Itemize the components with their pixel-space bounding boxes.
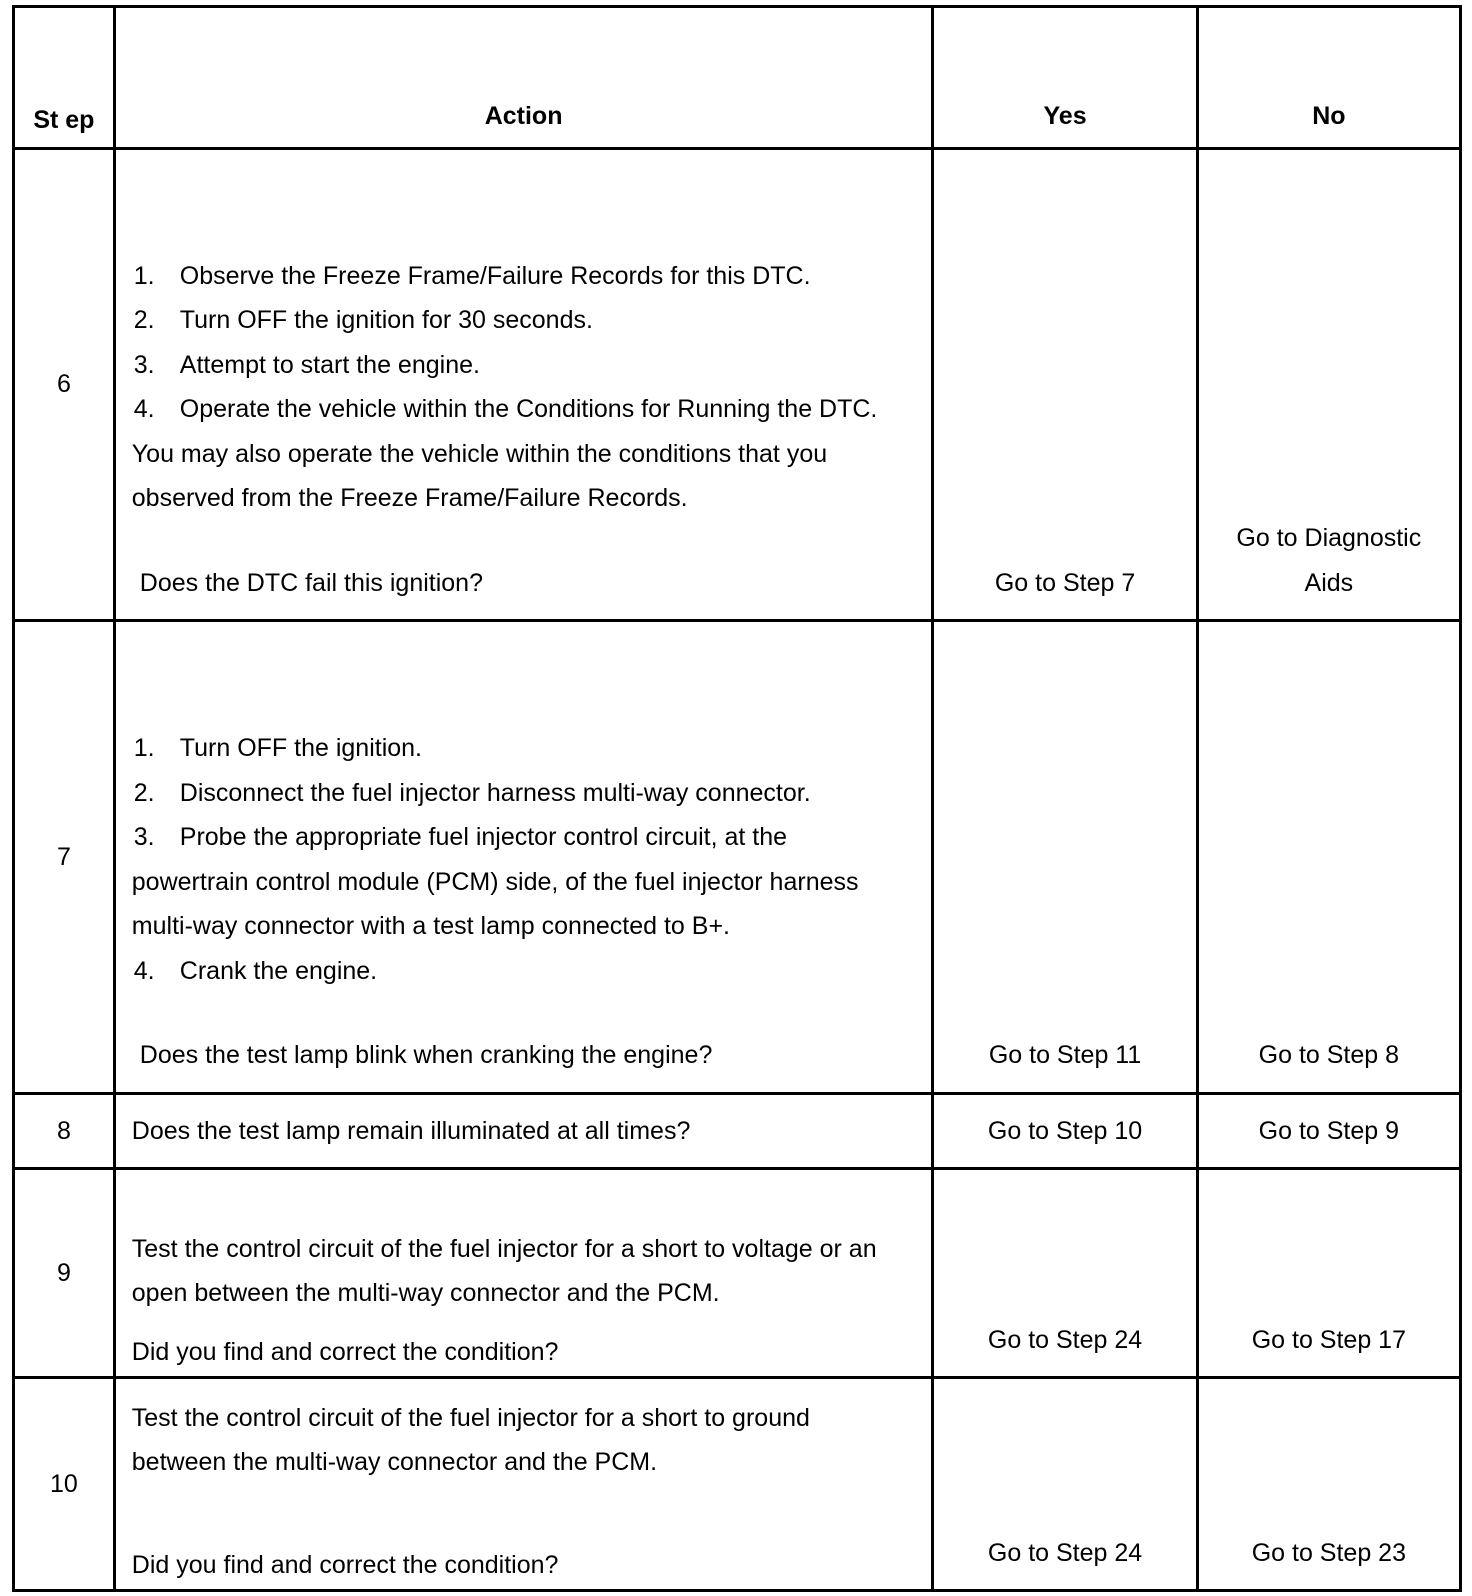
question-text: Did you find and correct the condition? (131, 1337, 559, 1366)
list-item: 1. Observe the Freeze Frame/Failure Records for this DTC. (133, 261, 811, 290)
yes-cell: Go to Step 24 (933, 1169, 1197, 1378)
table-row (14, 1378, 1461, 1591)
no-cell: Go to Step 23 (1197, 1378, 1460, 1591)
action-text: Test the control circuit of the fuel injector for a short to voltage or an open between the multi-way connector and the PCM. (131, 1234, 877, 1308)
yes-column-header: Yes (933, 7, 1197, 149)
action-column-header: Action (114, 7, 933, 149)
list-item: 2. Disconnect the fuel injector harness multi-way connector. (133, 778, 811, 807)
table-row (14, 1169, 1461, 1378)
step-number: 9 (14, 1169, 115, 1378)
step-number: 7 (14, 621, 115, 1093)
list-item: 3. Attempt to start the engine. (133, 350, 480, 379)
action-text: Test the control circuit of the fuel injector for a short to ground between the multi-way connector and the PCM. (131, 1403, 810, 1476)
action-cell (114, 1378, 933, 1591)
no-cell: Go to Step 8 (1197, 621, 1460, 1093)
list-item: 3. Probe the appropriate fuel injector control circuit, at the powertrain control module (PCM) side, of the fuel injector harness multi-way connector with a test lamp connected to B+. (131, 823, 859, 941)
table-row (14, 1093, 1461, 1169)
no-cell-text: Go to Diagnostic Aids (1236, 524, 1422, 597)
question-text: Does the test lamp remain illuminated at all times? (131, 1116, 691, 1145)
question-text: Did you find and correct the condition? (131, 1550, 559, 1579)
list-item: 2. Turn OFF the ignition for 30 seconds. (133, 306, 593, 335)
action-cell (114, 1169, 933, 1378)
step-number: 10 (14, 1378, 115, 1591)
header-row (14, 7, 1461, 149)
list-item: 4. Crank the engine. (133, 956, 378, 985)
question-text: Does the DTC fail this ignition? (139, 568, 483, 597)
list-item: 4. Operate the vehicle within the Conditions for Running the DTC. You may also operate the vehicle within the conditions that you observed from the Freeze Frame/Failure Records. (131, 395, 878, 513)
step-number: 8 (14, 1093, 115, 1169)
no-cell (1197, 148, 1460, 620)
table-row (14, 148, 1461, 620)
table-row (14, 621, 1461, 1093)
yes-cell: Go to Step 7 (933, 148, 1197, 620)
yes-cell: Go to Step 11 (933, 621, 1197, 1093)
yes-cell: Go to Step 24 (933, 1378, 1197, 1591)
yes-cell: Go to Step 10 (933, 1093, 1197, 1169)
action-cell (114, 148, 933, 620)
list-item: 1. Turn OFF the ignition. (133, 734, 423, 763)
diagnostic-table (12, 5, 1462, 1592)
no-column-header: No (1197, 7, 1460, 149)
action-cell (114, 621, 933, 1093)
step-column-header: St ep (14, 7, 115, 149)
step-number: 6 (14, 148, 115, 620)
question-text: Does the test lamp blink when cranking the engine? (139, 1041, 713, 1070)
action-cell (114, 1093, 933, 1169)
no-cell: Go to Step 17 (1197, 1169, 1460, 1378)
no-cell: Go to Step 9 (1197, 1093, 1460, 1169)
